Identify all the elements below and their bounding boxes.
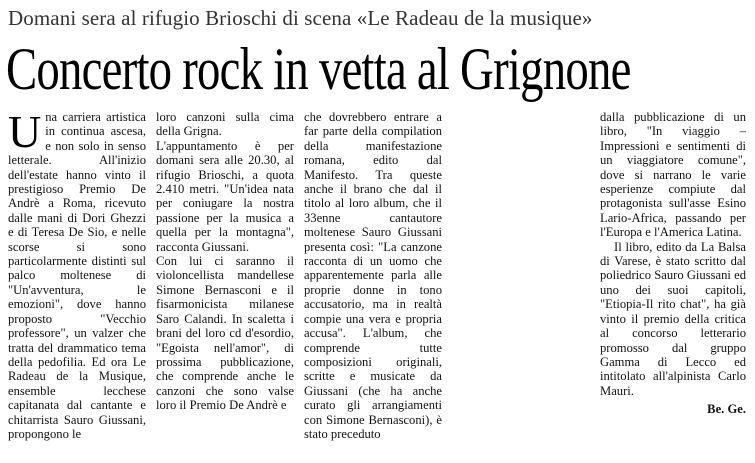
article-headline: Concerto rock in vetta al Grignone	[6, 36, 631, 102]
article-body	[8, 106, 748, 450]
drop-cap: U	[8, 106, 42, 157]
paragraph: na carriera artistica in continua ascesa, e non solo in senso letterale. All'inizio dell'estate hanno vinto il prestigioso Premio De Andrè a Roma, ricevuto dalle mani di Dori Ghezzi e di Teresa De Sio, e nelle scorse si sono particolarmente distinti sul palco moltenese di "Un'avventura, le emozioni", dove hanno proposto "Vecchio professore", un valzer che tratta del drammatico tema della pedofilia. Ed ora Le Radeau de la Musique, ensemble lecchese capitanata dal cantante e chitarrista Sauro Giussani, propongono le	[8, 110, 146, 441]
article-column-4	[600, 110, 746, 417]
paragraph: che dovrebbero entrare a far parte della compilation della manifestazione romana, edito dal Manifesto. Tra queste anche il brano che dal il titolo al loro album, che il 33enne cantautore moltenese Sauro Giussani presenta così: "La canzone racconta di un uomo che apparentemente parla alle proprie donne in tono accusatorio, ma in realtà compie una vera e propria accusa". L'album, che comprende tutte composizioni originali, scritte e musicate da Giussani (che ha anche curato gli arrangiamenti con Simone Bernasconi), è stato preceduto	[304, 110, 442, 441]
author-signature: Be. Ge.	[707, 402, 746, 417]
paragraph: Il libro, edito da La Balsa di Varese, è stato scritto dal poliedrico Sauro Giussani ed uno dei suoi capitoli, "Etiopia-Il rito chat", ha già vinto il premio della critica al concorso letterario promosso dal gruppo Gamma di Lecco ed intitolato all'alpinista Carlo Mauri.	[600, 239, 746, 398]
article-column-1	[8, 106, 146, 441]
paragraph: dalla pubblicazione di un libro, "In viaggio – Impressioni e sentimenti di un viaggiatore comune", dove si narrano le varie esperienze compiute dal protagonista sull'asse Esino Lario-Africa, passando per l'Europa e l'America Latina.	[600, 110, 746, 240]
article-kicker: Domani sera al rifugio Brioschi di scena «Le Radeau de la musique»	[8, 6, 593, 30]
article-column-3	[304, 110, 442, 441]
paragraph: L'appuntamento è per domani sera alle 20.30, al rifugio Brioschi, a quota 2.410 metri. "Un'idea nata per coniugare la nostra passione per la musica a quella per la montagna", racconta Giussani.	[156, 138, 294, 254]
paragraph: Con lui ci saranno il violoncellista mandellese Simone Bernasconi e il fisarmonicista milanese Saro Calandi. In scaletta i brani del loro cd d'esordio, "Egoista nell'amor", di prossima pubblicazione, che comprende anche le canzoni che sono valse loro il Premio De Andrè e	[156, 254, 294, 413]
paragraph: loro canzoni sulla cima della Grigna.	[156, 110, 294, 139]
article-column-2	[156, 110, 294, 413]
